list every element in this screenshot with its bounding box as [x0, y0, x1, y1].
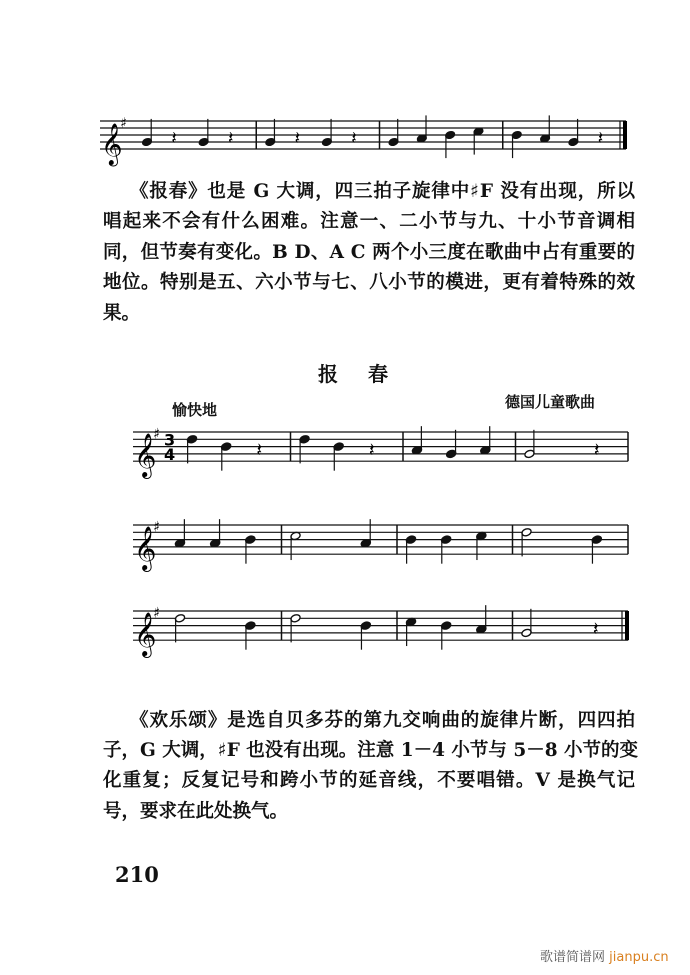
treble-clef-icon: 𝄞 — [101, 122, 123, 165]
watermark — [540, 946, 669, 965]
staff — [100, 115, 627, 166]
quarter-rest: 𝄽 — [256, 438, 263, 461]
text-line: 化重复；反复记号和跨小节的延音线，不要唱错。V 是换气记 — [103, 770, 635, 791]
staff — [133, 605, 629, 659]
treble-clef-icon: 𝄞 — [134, 433, 157, 478]
text-line: 子，G 大调，♯F 也没有出现。注意 1－4 小节与 5－8 小节的变 — [103, 740, 639, 761]
quarter-rest: 𝄽 — [227, 128, 234, 149]
song-title: 报春 — [318, 362, 418, 386]
quarter-rest: 𝄽 — [593, 438, 600, 461]
text-line: 地位。特别是五、六小节与七、八小节的模进，更有着特殊的效 — [103, 272, 635, 293]
time-signature-bottom: 4 — [164, 445, 176, 465]
watermark-url: jianpu.cn — [609, 950, 669, 965]
sharp-key-signature-icon: ♯ — [153, 604, 161, 622]
text-line: 同，但节奏有变化。B D、A C 两个小三度在歌曲中占有重要的 — [103, 242, 635, 263]
composer-credit: 德国儿童歌曲 — [505, 393, 596, 411]
staff — [133, 426, 628, 480]
quarter-rest: 𝄽 — [294, 128, 301, 149]
tempo-marking: 愉快地 — [172, 401, 218, 419]
quarter-rest: 𝄽 — [171, 128, 177, 149]
sharp-key-signature-icon: ♯ — [153, 518, 161, 536]
final-barline-thick — [623, 121, 627, 149]
watermark-cn: 歌谱简谱网 — [540, 950, 606, 965]
text-line: 《报春》也是 G 大调，四三拍子旋律中♯F 没有出现，所以 — [130, 181, 635, 202]
quarter-rest: 𝄽 — [368, 438, 375, 461]
quarter-rest: 𝄽 — [592, 617, 599, 640]
treble-clef-icon: 𝄞 — [134, 526, 157, 571]
treble-clef-icon: 𝄞 — [134, 612, 157, 657]
sharp-key-signature-icon: ♯ — [120, 115, 127, 132]
final-barline-thick — [625, 611, 629, 640]
page-number: 210 — [115, 862, 159, 887]
staff — [133, 519, 628, 573]
text-line: 唱起来不会有什么困难。注意一、二小节与九、十小节音调相 — [103, 211, 635, 232]
quarter-rest: 𝄽 — [597, 128, 604, 149]
text-line: 果。 — [103, 303, 141, 324]
text-line: 《欢乐颂》是选自贝多芬的第九交响曲的旋律片断，四四拍 — [130, 710, 635, 731]
quarter-rest: 𝄽 — [351, 128, 357, 149]
time-signature-top: 3 — [164, 430, 176, 450]
sharp-key-signature-icon: ♯ — [153, 425, 161, 443]
text-line: 号，要求在此处换气。 — [103, 801, 289, 822]
